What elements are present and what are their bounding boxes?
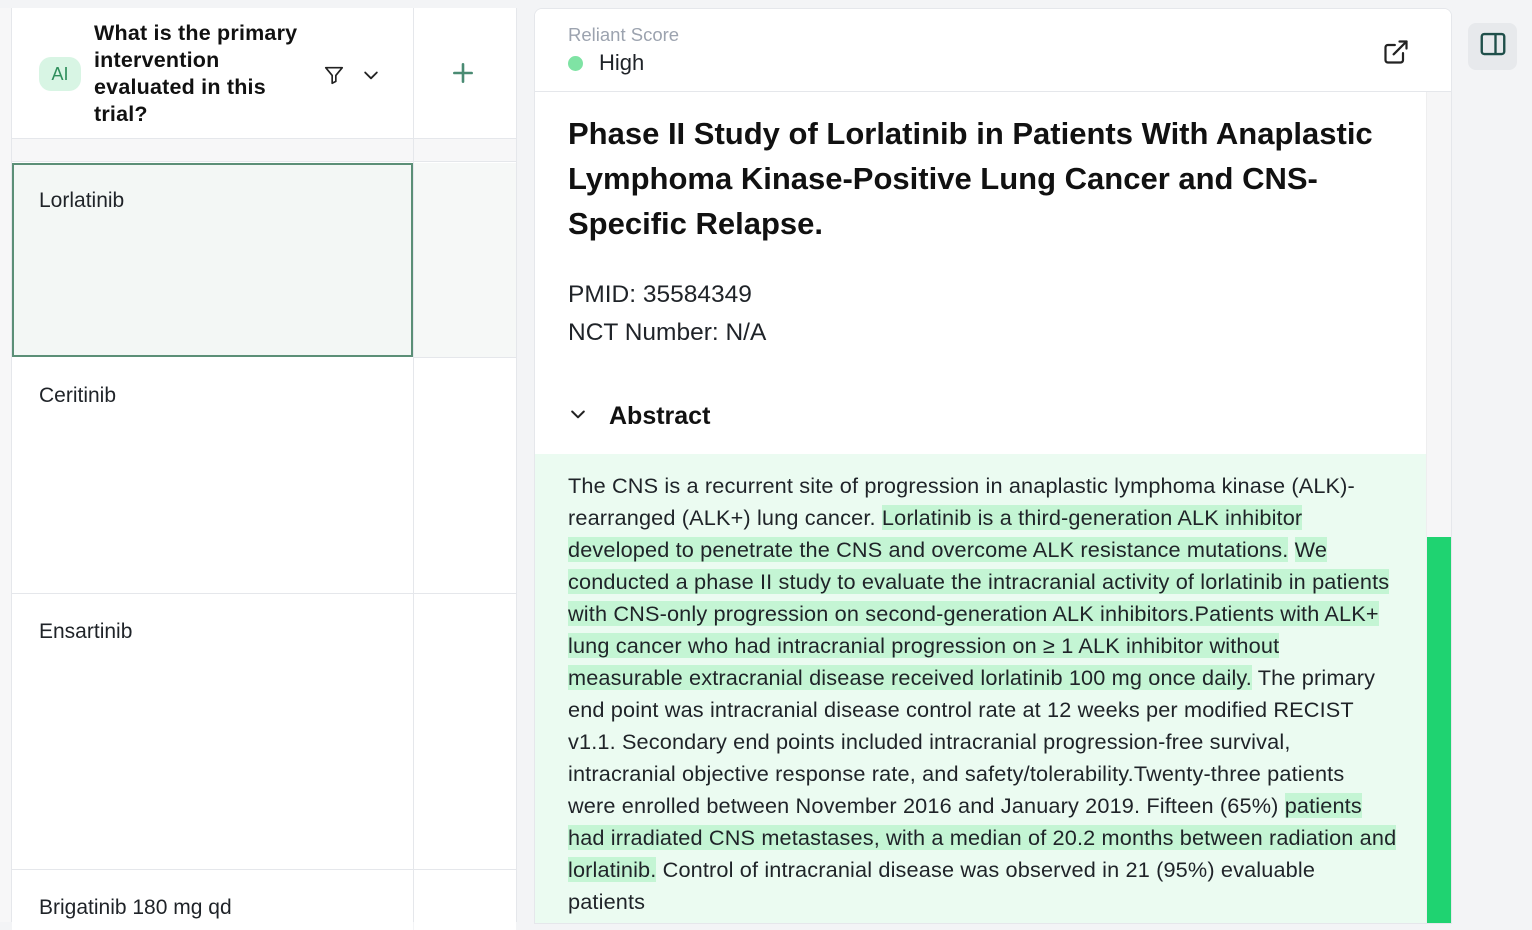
abstract-heading: Abstract [609, 402, 711, 430]
sidebar-toggle-button[interactable] [1468, 23, 1517, 70]
abstract-segment: The primary end point was intracranial disease control rate at 12 weeks per modified RECIST v1.1. Secondary end points included intracranial progression-free survival, intracranial objective response rate, and safety/tolerability.Twenty-three patients were enrolled between November 2016 and January 2019. Fifteen (65%) [568, 665, 1376, 818]
abstract-segment: The CNS is a recurrent site of progression in anaplastic lymphoma kinase (ALK)-rearranged (ALK+) lung cancer. [568, 473, 1355, 530]
score-value: High [599, 50, 645, 75]
abstract-highlight: patients had irradiated CNS metastases, with a median of 20.2 months between radiation and lorlatinib. [568, 793, 1397, 882]
table-cell[interactable] [12, 870, 413, 930]
cell-value: Ensartinib [39, 620, 133, 643]
abstract-segment: Control of intracranial disease was observed in 21 (95%) evaluable patients [568, 857, 1316, 914]
intervention-column [12, 8, 414, 922]
add-cell [414, 870, 516, 930]
article-title: Phase II Study of Lorlatinib in Patients With Anaplastic Lymphoma Kinase-Positive Lung Cancer and CNS-Specific Relapse. [568, 116, 1373, 241]
score-indicator [568, 56, 583, 71]
ai-badge: AI [39, 57, 81, 91]
abstract-box [535, 454, 1426, 924]
sidebar-toggle-icon [1478, 29, 1508, 64]
add-column-button[interactable] [414, 8, 516, 139]
cell-value: Ceritinib [39, 384, 117, 407]
scroll-thumb[interactable] [1427, 537, 1451, 924]
filter-icon[interactable] [321, 62, 347, 88]
chevron-down-icon [568, 404, 588, 429]
add-column-area [414, 8, 517, 922]
row-index-column [0, 8, 12, 922]
table-cell-selected[interactable] [12, 163, 413, 357]
add-cell [414, 594, 516, 870]
external-link-icon[interactable] [1378, 34, 1414, 70]
detail-panel [534, 8, 1452, 924]
chevron-down-icon[interactable] [358, 62, 384, 88]
column-question: What is the primary intervention evaluated in this trial? [94, 21, 298, 126]
nct-number: NCT Number: N/A [568, 319, 767, 346]
cell-value: Lorlatinib [39, 189, 125, 212]
pmid: PMID: 35584349 [568, 281, 752, 308]
abstract-segment [1288, 537, 1294, 562]
header-spacer [12, 139, 413, 162]
cell-value: Brigatinib 180 mg qd [39, 896, 232, 919]
abstract-toggle[interactable] [568, 402, 710, 431]
scrollbar[interactable] [1426, 92, 1451, 923]
plus-icon[interactable] [448, 58, 478, 88]
results-table [0, 8, 518, 922]
abstract-highlight: Lorlatinib is a third-generation ALK inhibitor developed to penetrate the CNS and overcome ALK resistance mutations. [568, 505, 1303, 562]
abstract-text [568, 470, 1398, 918]
add-cell [414, 358, 516, 594]
abstract-highlight: We conducted a phase II study to evaluate the intracranial activity of lorlatinib in patients with CNS-only progression on second-generation ALK inhibitors.Patients with ALK+ lung cancer who had intracranial progression on ≥ 1 ALK inhibitor without measurable extracranial disease received lorlatinib 100 mg once daily. [568, 537, 1390, 690]
header-spacer [414, 139, 516, 162]
score-label: Reliant Score [568, 24, 680, 45]
table-cell[interactable] [12, 358, 413, 594]
column-header[interactable] [12, 8, 413, 139]
add-cell [414, 163, 516, 358]
panel-header [535, 9, 1451, 92]
table-cell[interactable] [12, 594, 413, 870]
